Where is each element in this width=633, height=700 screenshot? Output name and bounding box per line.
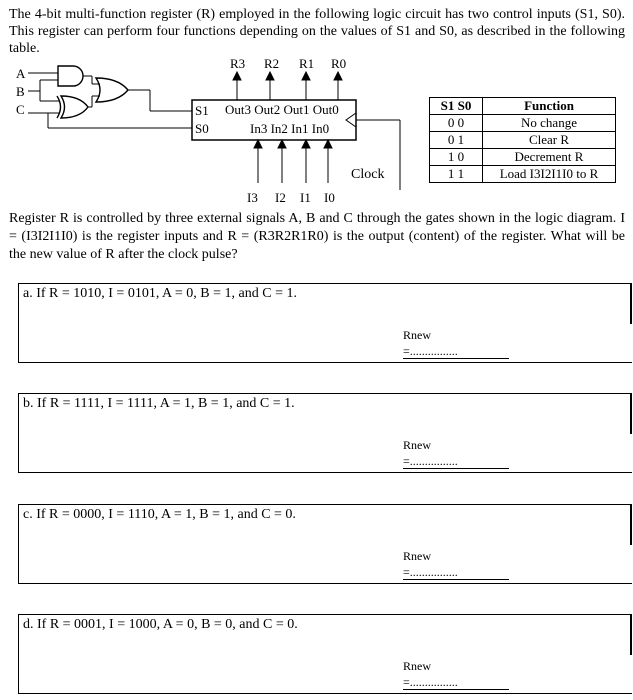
table-cell-select: 0 1 bbox=[430, 132, 483, 149]
rnew-label: Rnew bbox=[403, 438, 431, 452]
select-s1-label: S1 bbox=[195, 103, 209, 118]
output-r3: R3 bbox=[230, 56, 246, 71]
input-arrows bbox=[254, 140, 332, 183]
register-inputs-label: In3 In2 In1 In0 bbox=[250, 121, 330, 136]
question-box-b bbox=[18, 393, 632, 473]
table-cell-function: Decrement R bbox=[483, 149, 616, 166]
table-cell-select: 1 1 bbox=[430, 166, 483, 183]
table-header-select: S1 S0 bbox=[430, 98, 483, 115]
table-cell-select: 0 0 bbox=[430, 115, 483, 132]
input-i2: I2 bbox=[275, 190, 286, 205]
question-box-c bbox=[18, 504, 632, 584]
clock-label: Clock bbox=[351, 167, 385, 182]
register-outputs-label: Out3 Out2 Out1 Out0 bbox=[225, 102, 339, 117]
table-cell-function: Clear R bbox=[483, 132, 616, 149]
table-row bbox=[430, 115, 616, 132]
question-text: c. If R = 0000, I = 1110, A = 1, B = 1, and C = 0. bbox=[23, 507, 296, 522]
question-box-d bbox=[18, 614, 632, 694]
input-label-c: C bbox=[16, 102, 25, 117]
answer-blank[interactable]: =................ bbox=[403, 344, 458, 358]
table-row bbox=[430, 166, 616, 183]
rnew-label: Rnew bbox=[403, 659, 431, 673]
or-gate bbox=[96, 78, 128, 102]
input-i0: I0 bbox=[324, 190, 335, 205]
input-i1: I1 bbox=[300, 190, 311, 205]
table-header-row bbox=[430, 98, 616, 115]
input-label-b: B bbox=[16, 84, 25, 99]
xor-gate bbox=[57, 96, 88, 118]
question-text: a. If R = 1010, I = 0101, A = 0, B = 1, and C = 1. bbox=[23, 286, 297, 301]
table-row bbox=[430, 149, 616, 166]
rnew-label: Rnew bbox=[403, 328, 431, 342]
question-paragraph: Register R is controlled by three external signals A, B and C through the gates shown in the logic diagram. I = (I3I2I1I0) is the register inputs and R = (R3R2R1R0) is the output (content) of the register. What will be the new value of R after the clock pulse? bbox=[9, 211, 625, 262]
answer-blank[interactable]: =................ bbox=[403, 454, 458, 468]
select-s0-label: S0 bbox=[195, 121, 209, 136]
table-row bbox=[430, 132, 616, 149]
table-cell-select: 1 0 bbox=[430, 149, 483, 166]
output-r0: R0 bbox=[331, 56, 347, 71]
input-i3: I3 bbox=[247, 190, 258, 205]
and-gate bbox=[58, 66, 83, 86]
rnew-label: Rnew bbox=[403, 549, 431, 563]
intro-paragraph: The 4-bit multi-function register (R) employed in the following logic circuit has two control inputs (S1, S0). This register can perform four functions depending on the values of S1 and S0, as described in the following table. bbox=[9, 7, 625, 56]
output-arrows bbox=[233, 72, 342, 100]
question-box-a bbox=[18, 283, 632, 363]
output-r2: R2 bbox=[264, 56, 280, 71]
input-label-a: A bbox=[16, 66, 26, 81]
question-text: b. If R = 1111, I = 1111, A = 1, B = 1, and C = 1. bbox=[23, 396, 295, 411]
table-cell-function: No change bbox=[483, 115, 616, 132]
question-text: d. If R = 0001, I = 1000, A = 0, B = 0, and C = 0. bbox=[23, 617, 298, 632]
output-r1: R1 bbox=[299, 56, 315, 71]
table-cell-function: Load I3I2I1I0 to R bbox=[483, 166, 616, 183]
table-header-function: Function bbox=[483, 98, 616, 115]
answer-blank[interactable]: =................ bbox=[403, 565, 458, 579]
function-table bbox=[429, 97, 616, 183]
answer-blank[interactable]: =................ bbox=[403, 675, 458, 689]
